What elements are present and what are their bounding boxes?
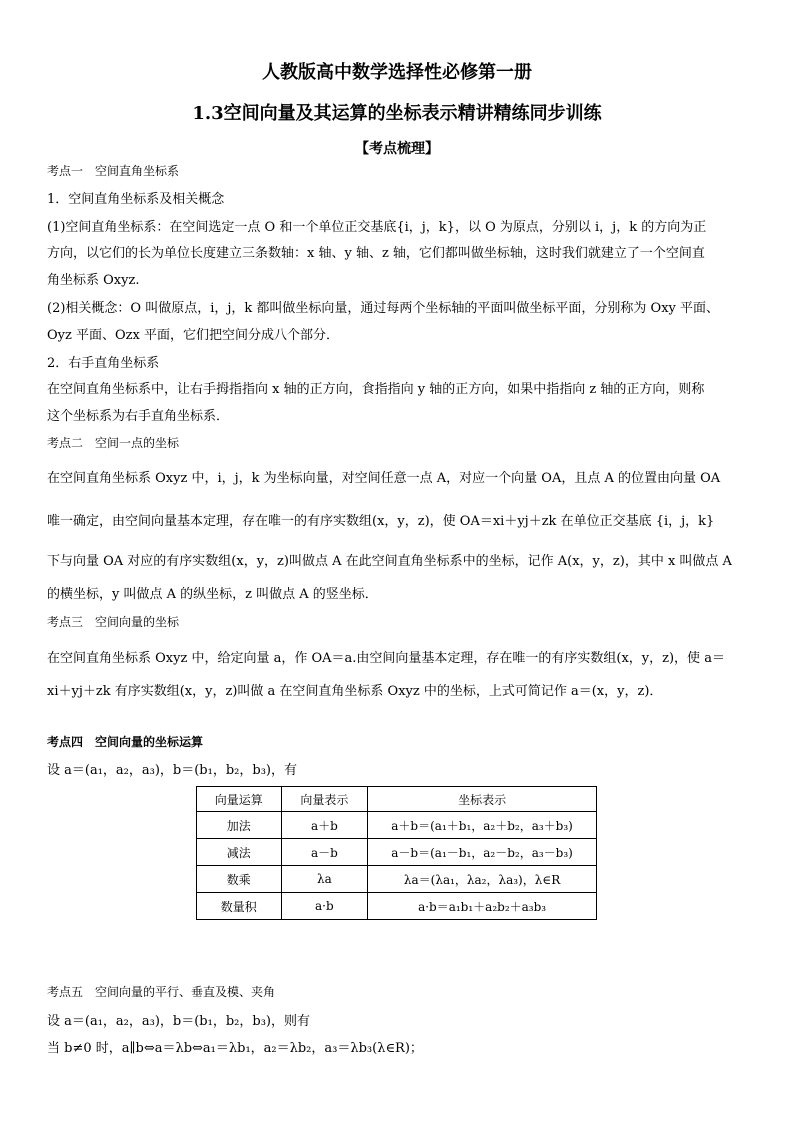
document-subtitle: 1.3空间向量及其运算的坐标表示精讲精练同步训练 xyxy=(192,103,602,124)
kd2-line-4: 的横坐标，y 叫做点 A 的纵坐标，z 叫做点 A 的竖坐标． xyxy=(47,587,378,602)
table-cell: a＋b＝(a₁＋b₁，a₂＋b₂，a₃＋b₃) xyxy=(368,812,597,839)
kd4-intro: 设 a＝(a₁，a₂，a₃)，b＝(b₁，b₂，b₃)，有 xyxy=(47,763,297,778)
table-cell: a－b xyxy=(281,839,368,866)
kd4-heading: 考点四 空间向量的坐标运算 xyxy=(47,735,204,749)
kd1-subheading-1: 1．空间直角坐标系及相关概念 xyxy=(47,192,225,207)
kd1-heading: 考点一 空间直角坐标系 xyxy=(47,164,180,178)
table-cell: 数量积 xyxy=(197,893,282,920)
table-cell: 数乘 xyxy=(197,866,282,893)
kd5-intro: 设 a＝(a₁，a₂，a₃)，b＝(b₁，b₂，b₃)，则有 xyxy=(47,1014,310,1029)
kd1-paragraph-1-line-2: 方向，以它们的长为单位长度建立三条数轴：x 轴、y 轴、z 轴，它们都叫做坐标轴，这时我们就建立了一个空间直 xyxy=(47,246,705,261)
document-title: 人教版高中数学选择性必修第一册 xyxy=(262,62,532,83)
table-header-row xyxy=(197,787,597,812)
kd3-line-2: xi＋yj＋zk 有序实数组(x，y，z)叫做 a 在空间直角坐标系 Oxyz 中的坐标，上式可简记作 a＝(x，y，z)． xyxy=(47,684,663,699)
table-cell: 减法 xyxy=(197,839,282,866)
kd5-line-1: 当 b≠0 时，a∥b⇔a＝λb⇔a₁＝λb₁，a₂＝λb₂，a₃＝λb₃(λ∈R)； xyxy=(47,1041,423,1056)
kd1-paragraph-3-line-1: 在空间直角坐标系中，让右手拇指指向 x 轴的正方向，食指指向 y 轴的正方向，如果中指指向 z 轴的正方向，则称 xyxy=(47,382,705,397)
kd2-heading: 考点二 空间一点的坐标 xyxy=(47,436,180,450)
kd1-paragraph-2-line-2: Oyz 平面、Ozx 平面，它们把空间分成八个部分． xyxy=(47,328,339,343)
table-cell: λa＝(λa₁，λa₂，λa₃)，λ∈R xyxy=(368,866,597,893)
table-header-cell: 坐标表示 xyxy=(368,787,597,812)
kd3-line-1: 在空间直角坐标系 Oxyz 中，给定向量 a，作 OA＝a.由空间向量基本定理，存在唯一的有序实数组(x，y，z)，使 a＝ xyxy=(47,651,725,666)
kd3-heading: 考点三 空间向量的坐标 xyxy=(47,615,180,629)
kd1-paragraph-2-line-1: (2)相关概念：O 叫做原点，i，j，k 都叫做坐标向量，通过每两个坐标轴的平面叫做坐标平面，分别称为 Oxy 平面、 xyxy=(47,301,720,316)
kd2-line-1: 在空间直角坐标系 Oxyz 中，i，j，k 为坐标向量，对空间任意一点 A，对应一个向量 OA，且点 A 的位置由向量 OA xyxy=(47,471,721,486)
table-cell: 加法 xyxy=(197,812,282,839)
table-header-cell: 向量运算 xyxy=(197,787,282,812)
kd1-paragraph-1-line-3: 角坐标系 Oxyz. xyxy=(47,273,140,288)
table-header-cell: 向量表示 xyxy=(281,787,368,812)
table-row xyxy=(197,839,597,866)
table-row xyxy=(197,893,597,920)
table-cell: a＋b xyxy=(281,812,368,839)
kd2-line-3: 下与向量 OA 对应的有序实数组(x，y，z)叫做点 A 在此空间直角坐标系中的坐标，记作 A(x，y，z)，其中 x 叫做点 A xyxy=(47,554,732,569)
kd1-subheading-2: 2．右手直角坐标系 xyxy=(47,356,160,371)
table-row xyxy=(197,812,597,839)
kd2-line-2: 唯一确定，由空间向量基本定理，存在唯一的有序实数组(x，y，z)，使 OA＝xi＋yj＋zk 在单位正交基底 {i，j，k} xyxy=(47,514,715,529)
kd5-heading: 考点五 空间向量的平行、垂直及模、夹角 xyxy=(47,985,276,999)
section-label: 【考点梳理】 xyxy=(355,141,439,157)
table-row xyxy=(197,866,597,893)
kd1-paragraph-3-line-2: 这个坐标系为右手直角坐标系． xyxy=(47,409,230,424)
table-cell: λa xyxy=(281,866,368,893)
table-cell: a·b＝a₁b₁＋a₂b₂＋a₃b₃ xyxy=(368,893,597,920)
table-cell: a－b＝(a₁－b₁，a₂－b₂，a₃－b₃) xyxy=(368,839,597,866)
coordinate-operations-table xyxy=(196,786,597,920)
table-cell: a·b xyxy=(281,893,368,920)
kd1-paragraph-1-line-1: (1)空间直角坐标系：在空间选定一点 O 和一个单位正交基底{i，j，k}，以 O 为原点，分别以 i，j，k 的方向为正 xyxy=(47,220,707,235)
